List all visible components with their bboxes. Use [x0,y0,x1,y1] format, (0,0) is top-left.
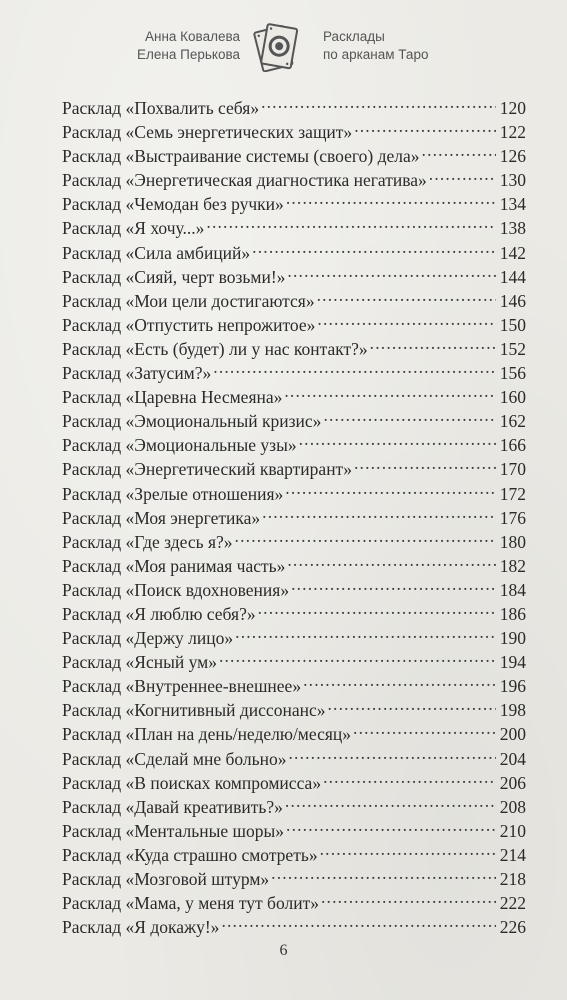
toc-leader-dots [303,668,496,692]
toc-entry-page: 210 [499,820,526,841]
toc-entry-title: Расклад «Эмоциональные узы» [62,435,297,456]
toc-entry-title: Расклад «Мозговой штурм» [62,869,270,889]
toc-leader-dots [320,837,496,861]
toc-leader-dots [285,476,496,500]
toc-leader-dots [354,114,496,138]
toc-leader-dots [288,741,496,765]
toc-leader-dots [221,909,496,933]
author-name: Анна Ковалева [145,29,240,44]
toc-entry-page: 206 [499,772,526,793]
toc-entry-page: 160 [499,387,526,408]
toc-leader-dots [235,620,496,644]
toc-entry-title: Расклад «Энергетический квартирант» [62,459,352,480]
toc-entry-page: 176 [499,507,526,528]
toc-leader-dots [235,524,496,548]
book-title-line: Расклады [323,29,385,44]
toc-entry-title: Расклад «Где здесь я?» [62,531,233,552]
toc-entry-title: Расклад «Мама, у меня тут болит» [62,893,319,914]
toc-entry-page: 130 [499,170,526,191]
toc-entry-page: 122 [499,122,526,143]
toc-entry-page: 170 [499,459,526,480]
page-number: 6 [279,942,288,959]
toc-entry-page: 184 [499,579,526,600]
toc-entry-title: Расклад «Есть (будет) ли у нас контакт?» [62,338,368,359]
toc-leader-dots [213,355,496,379]
toc-entry [62,90,526,118]
header-book-title [323,28,428,64]
toc-leader-dots [271,861,496,885]
toc-entry-page: 208 [499,796,526,817]
header-authors [137,28,240,64]
toc-entry-title: Расклад «Царевна Несмеяна» [62,387,283,408]
toc-entry-title: Расклад «В поисках компромисса» [62,772,322,793]
toc-leader-dots [258,596,496,620]
toc-entry-page: 146 [499,290,526,311]
toc-leader-dots [370,331,496,355]
toc-entry-page: 142 [499,242,526,263]
toc-leader-dots [327,692,496,716]
toc-entry-page: 180 [499,531,526,552]
toc-entry-page: 166 [499,435,526,456]
toc-entry-page: 214 [499,844,526,865]
tarot-cards-logo-icon [248,22,304,72]
toc-entry-page: 156 [499,363,526,384]
toc-entry-title: Расклад «Моя ранимая часть» [62,555,286,576]
toc-entry-title: Расклад «Я докажу!» [62,917,220,938]
toc-entry-title: Расклад «Поиск вдохновения» [62,579,290,600]
book-title-line: по арканам Таро [323,47,429,62]
toc-entry-page: 162 [499,411,526,432]
toc-entry-title: Расклад «Выстраивание системы (своего) дела» [62,146,420,167]
toc-entry-title: Расклад «Ментальные шоры» [62,820,285,841]
toc-entry-title: Расклад «Моя энергетика» [62,507,261,528]
toc-leader-dots [287,259,496,283]
toc-entry-page: 152 [499,338,526,359]
toc-leader-dots [285,789,496,813]
toc-entry-title: Расклад «Эмоциональный кризис» [62,411,322,432]
toc-leader-dots [291,572,496,596]
toc-leader-dots [286,186,496,210]
toc-leader-dots [261,90,496,114]
toc-entry-page: 186 [499,603,526,624]
running-header [0,22,567,78]
toc-entry-title: Расклад «Сила амбиций» [62,242,251,263]
toc-entry-page: 198 [499,700,526,721]
toc-entry-title: Расклад «Энергетическая диагностика негатива» [62,170,427,191]
toc-entry-title: Расклад «Зрелые отношения» [62,483,284,504]
toc-entry-title: Расклад «Я хочу...» [62,218,205,239]
toc-leader-dots [206,210,496,234]
toc-leader-dots [354,451,496,475]
table-of-contents [62,90,526,938]
toc-entry-title: Расклад «Отпустить непрожитое» [62,314,316,335]
toc-entry-page: 222 [499,893,526,914]
toc-entry-title: Расклад «Внутреннее-внешнее» [62,676,302,697]
toc-leader-dots [284,379,496,403]
toc-entry-page: 196 [499,676,526,697]
toc-entry-title: Расклад «Похвалить себя» [62,98,260,118]
toc-entry-title: Расклад «Сияй, черт возьми!» [62,266,286,287]
toc-entry-page: 134 [499,194,526,215]
toc-entry-page: 204 [499,748,526,769]
toc-entry-page: 182 [499,555,526,576]
toc-leader-dots [321,885,496,909]
toc-entry-title: Расклад «Сделай мне больно» [62,748,287,769]
toc-leader-dots [317,307,496,331]
toc-entry-page: 144 [499,266,526,287]
toc-leader-dots [323,765,496,789]
toc-entry-page: 194 [499,652,526,673]
toc-leader-dots [252,235,496,259]
toc-entry-page: 226 [499,917,526,938]
toc-leader-dots [287,548,496,572]
toc-leader-dots [353,716,496,740]
toc-leader-dots [317,283,496,307]
toc-leader-dots [286,813,496,837]
toc-entry-page: 172 [499,483,526,504]
toc-leader-dots [429,162,496,186]
toc-entry-page: 150 [499,314,526,335]
toc-leader-dots [323,403,496,427]
toc-entry-title: Расклад «Семь энергетических защит» [62,122,353,143]
toc-entry-title: Расклад «Держу лицо» [62,628,234,649]
toc-entry-title: Расклад «Когнитивный диссонанс» [62,700,326,721]
toc-entry-title: Расклад «Чемодан без ручки» [62,194,284,215]
toc-entry-page: 138 [499,218,526,239]
toc-leader-dots [262,500,496,524]
toc-entry-title: Расклад «Затусим?» [62,363,212,384]
toc-entry-title: Расклад «План на день/неделю/месяц» [62,724,352,745]
toc-leader-dots [219,644,496,668]
toc-entry-page: 126 [499,146,526,167]
toc-entry-page: 218 [499,869,526,889]
toc-entry-title: Расклад «Давай креативить?» [62,796,283,817]
toc-leader-dots [299,427,496,451]
toc-entry-page: 120 [499,98,526,118]
toc-leader-dots [422,138,496,162]
toc-entry-title: Расклад «Куда страшно смотреть» [62,844,318,865]
toc-entry-page: 190 [499,628,526,649]
toc-entry-page: 200 [499,724,526,745]
toc-entry-title: Расклад «Ясный ум» [62,652,217,673]
toc-entry-title: Расклад «Мои цели достигаются» [62,290,315,311]
author-name: Елена Перькова [137,47,240,62]
toc-entry-title: Расклад «Я люблю себя?» [62,603,256,624]
